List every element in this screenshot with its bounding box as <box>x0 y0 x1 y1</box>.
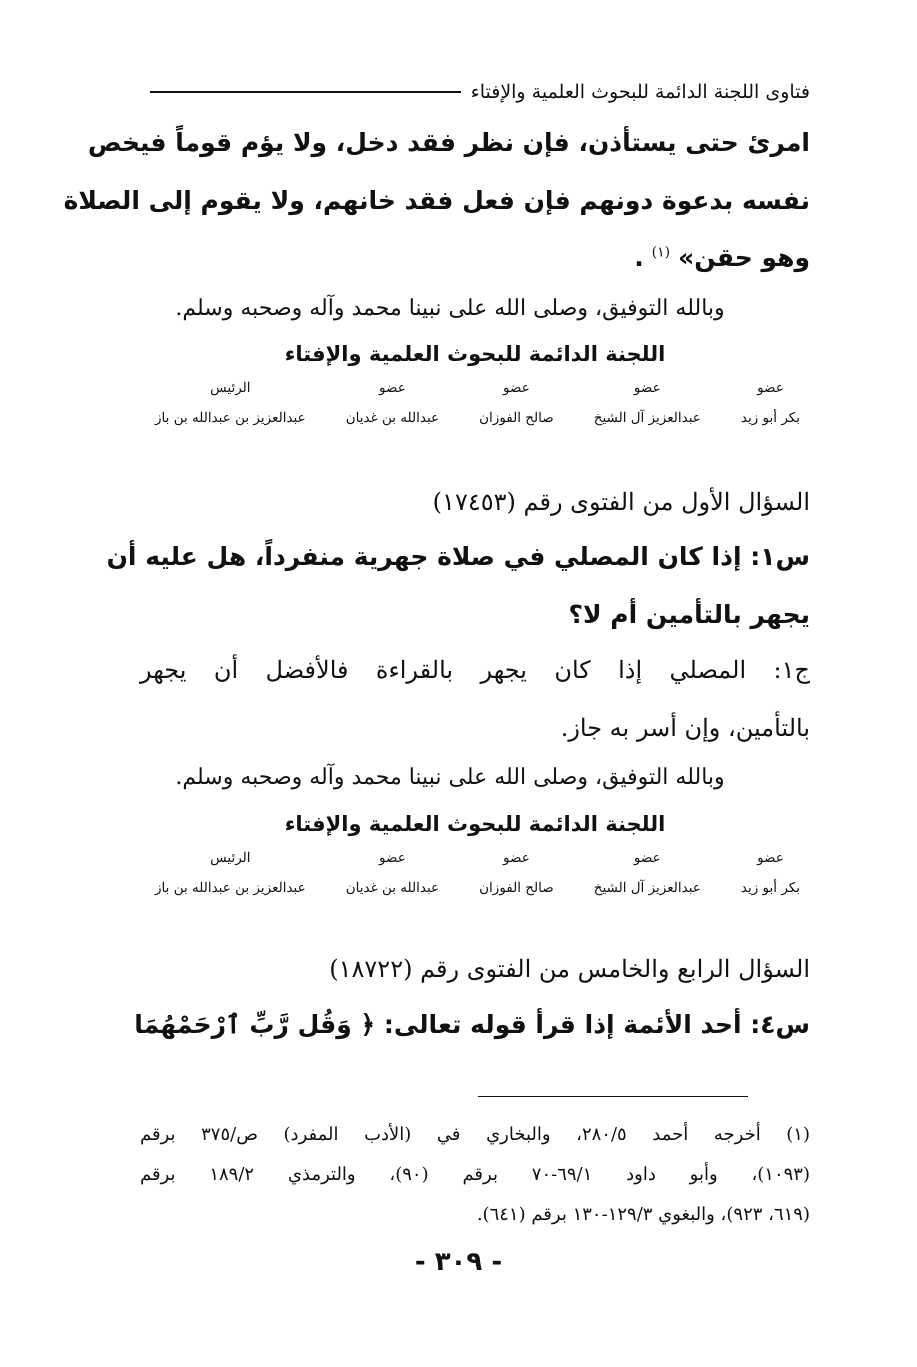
signatory-chair <box>155 850 306 896</box>
committee-title-1: اللجنة الدائمة للبحوث العلمية والإفتاء <box>284 342 666 366</box>
footnote-line-2: (١٠٩٣)، وأبو داود ٦٩/١-٧٠ برقم (٩٠)، والترمذي ١٨٩/٢ برقم <box>140 1164 810 1185</box>
closing-prayer-1: وبالله التوفيق، وصلى الله على نبينا محمد وآله وصحبه وسلم. <box>175 296 725 321</box>
signatory-name: بكر أبو زيد <box>740 410 800 426</box>
closing-prayer-2: وبالله التوفيق، وصلى الله على نبينا محمد وآله وصحبه وسلم. <box>175 765 725 790</box>
signatory-name: صالح الفوزان <box>479 880 554 896</box>
signatory-role: عضو <box>757 850 784 866</box>
signatory <box>346 380 439 426</box>
signatory <box>594 380 701 426</box>
signatory-role: عضو <box>503 380 530 396</box>
signatory-role: عضو <box>503 850 530 866</box>
hadith-line-2: نفسه بدعوة دونهم فإن فعل فقد خانهم، ولا يقوم إلى الصلاة <box>63 186 810 215</box>
signatory-role: الرئيس <box>210 850 251 866</box>
signatory-chair <box>155 380 306 426</box>
signatory-name: عبدالعزيز آل الشيخ <box>593 880 701 896</box>
header-rule <box>150 91 461 93</box>
signatory <box>479 380 554 426</box>
question-1-line-1: س١: إذا كان المصلي في صلاة جهرية منفرداً، هل عليه أن <box>106 542 810 571</box>
signatory-name: صالح الفوزان <box>479 410 554 426</box>
footnote-line-1: (١) أخرجه أحمد ٢٨٠/٥، والبخاري في (الأدب المفرد) ص/٣٧٥ برقم <box>140 1124 810 1145</box>
signatory-role: عضو <box>379 850 406 866</box>
footnote-ref: (١) <box>651 244 671 261</box>
signatories-2 <box>155 850 800 896</box>
hadith-line-1: امرئ حتى يستأذن، فإن نظر فقد دخل، ولا يؤم قوماً فيخص <box>87 128 810 157</box>
signatory-role: عضو <box>757 380 784 396</box>
answer-1-line-1: ج١: المصلي إذا كان يجهر بالقراءة فالأفضل أن يجهر <box>140 656 810 684</box>
signatory-role: عضو <box>379 380 406 396</box>
running-header <box>150 76 810 108</box>
footnote-rule <box>478 1096 748 1097</box>
signatories-1 <box>155 380 800 426</box>
header-title: فتاوى اللجنة الدائمة للبحوث العلمية والإفتاء <box>470 81 810 103</box>
signatory <box>741 850 800 896</box>
hadith-line-3-text: وهو حقن» <box>678 243 810 272</box>
committee-title-2: اللجنة الدائمة للبحوث العلمية والإفتاء <box>284 812 666 836</box>
page-number: - ٣٠٩ - <box>414 1247 503 1277</box>
signatory-name: عبدالعزيز آل الشيخ <box>593 410 701 426</box>
fatwa-heading-1: السؤال الأول من الفتوى رقم (١٧٤٥٣) <box>432 488 810 516</box>
answer-1-line-2: بالتأمين، وإن أسر به جاز. <box>560 714 810 742</box>
hadith-line-3-end: . <box>634 243 644 272</box>
signatory-name: عبدالله بن غديان <box>345 410 440 426</box>
question-1-line-2: يجهر بالتأمين أم لا؟ <box>568 600 810 629</box>
signatory <box>346 850 439 896</box>
signatory-role: الرئيس <box>210 380 251 396</box>
signatory <box>741 380 800 426</box>
question-4-line-1: س٤: أحد الأئمة إذا قرأ قوله تعالى: ﴿ وَقُل رَّبِّ ٱرْحَمْهُمَا <box>134 1010 810 1039</box>
signatory <box>594 850 701 896</box>
footnote-line-3: (٦١٩، ٩٢٣)، والبغوي ١٢٩/٣-١٣٠ برقم (٦٤١). <box>476 1204 810 1225</box>
fatwa-heading-2: السؤال الرابع والخامس من الفتوى رقم (١٨٧٢٢) <box>329 955 810 983</box>
signatory-role: عضو <box>633 380 661 396</box>
signatory <box>479 850 554 896</box>
signatory-name: عبدالعزيز بن عبدالله بن باز <box>155 880 306 896</box>
signatory-role: عضو <box>633 850 661 866</box>
signatory-name: عبدالعزيز بن عبدالله بن باز <box>155 410 306 426</box>
hadith-line-3 <box>140 243 810 272</box>
signatory-name: عبدالله بن غديان <box>345 880 440 896</box>
signatory-name: بكر أبو زيد <box>740 880 800 896</box>
